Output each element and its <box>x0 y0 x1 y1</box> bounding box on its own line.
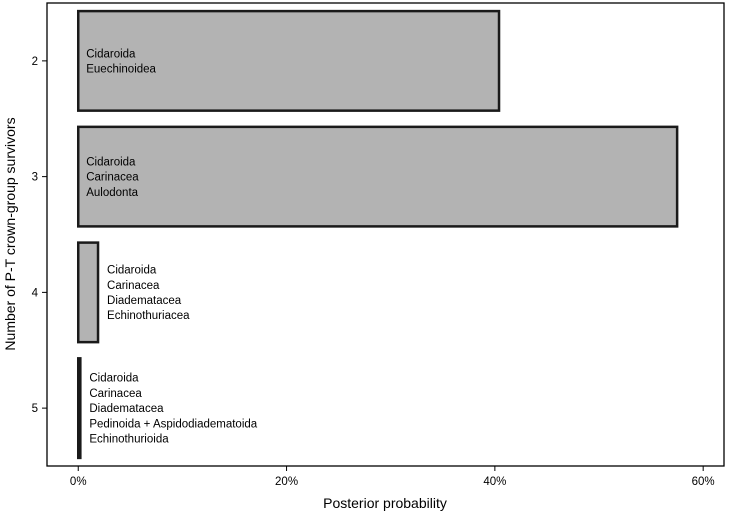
bar-label-4-1: Cidaroida <box>107 264 157 277</box>
bar-3 <box>78 127 677 227</box>
x-tick-label-3: 60% <box>691 476 715 488</box>
bar-label-3-1: Cidaroida <box>86 156 136 169</box>
bar-label-5-4: Pedinoida + Aspidodiadematoida <box>89 418 258 431</box>
x-axis <box>70 466 715 488</box>
y-tick-label-4: 4 <box>31 287 38 300</box>
bar-label-3-2: Carinacea <box>86 171 139 184</box>
y-tick-label-5: 5 <box>31 403 38 416</box>
x-tick-label-2: 40% <box>483 476 507 488</box>
y-axis <box>32 56 47 415</box>
bar-label-5-2: Carinacea <box>89 387 142 400</box>
y-tick-label-2: 2 <box>31 55 38 68</box>
bar-label-2-1: Cidaroida <box>86 48 136 61</box>
bar-label-4-4: Echinothuriacea <box>107 310 190 323</box>
bar-2 <box>78 11 499 111</box>
y-axis-title: Number of P-T crown-group survivors <box>2 117 18 351</box>
bar-label-3-3: Aulodonta <box>86 186 139 199</box>
bar-label-4-3: Diadematacea <box>107 294 182 307</box>
y-tick-label-3: 3 <box>31 171 38 184</box>
bar-label-5-1: Cidaroida <box>89 372 139 385</box>
bar-label-5-3: Diadematacea <box>89 403 164 416</box>
x-tick-label-1: 20% <box>275 476 299 488</box>
bar-label-4-2: Carinacea <box>107 279 160 292</box>
x-tick-label-0: 0% <box>69 476 87 488</box>
x-axis-title: Posterior probability <box>323 495 447 511</box>
bar-label-5-5: Echinothurioida <box>89 433 169 446</box>
bars-layer <box>78 11 677 458</box>
bar-5 <box>78 358 80 458</box>
bar-label-2-2: Euechinoidea <box>86 63 156 76</box>
bar-4 <box>78 243 98 343</box>
